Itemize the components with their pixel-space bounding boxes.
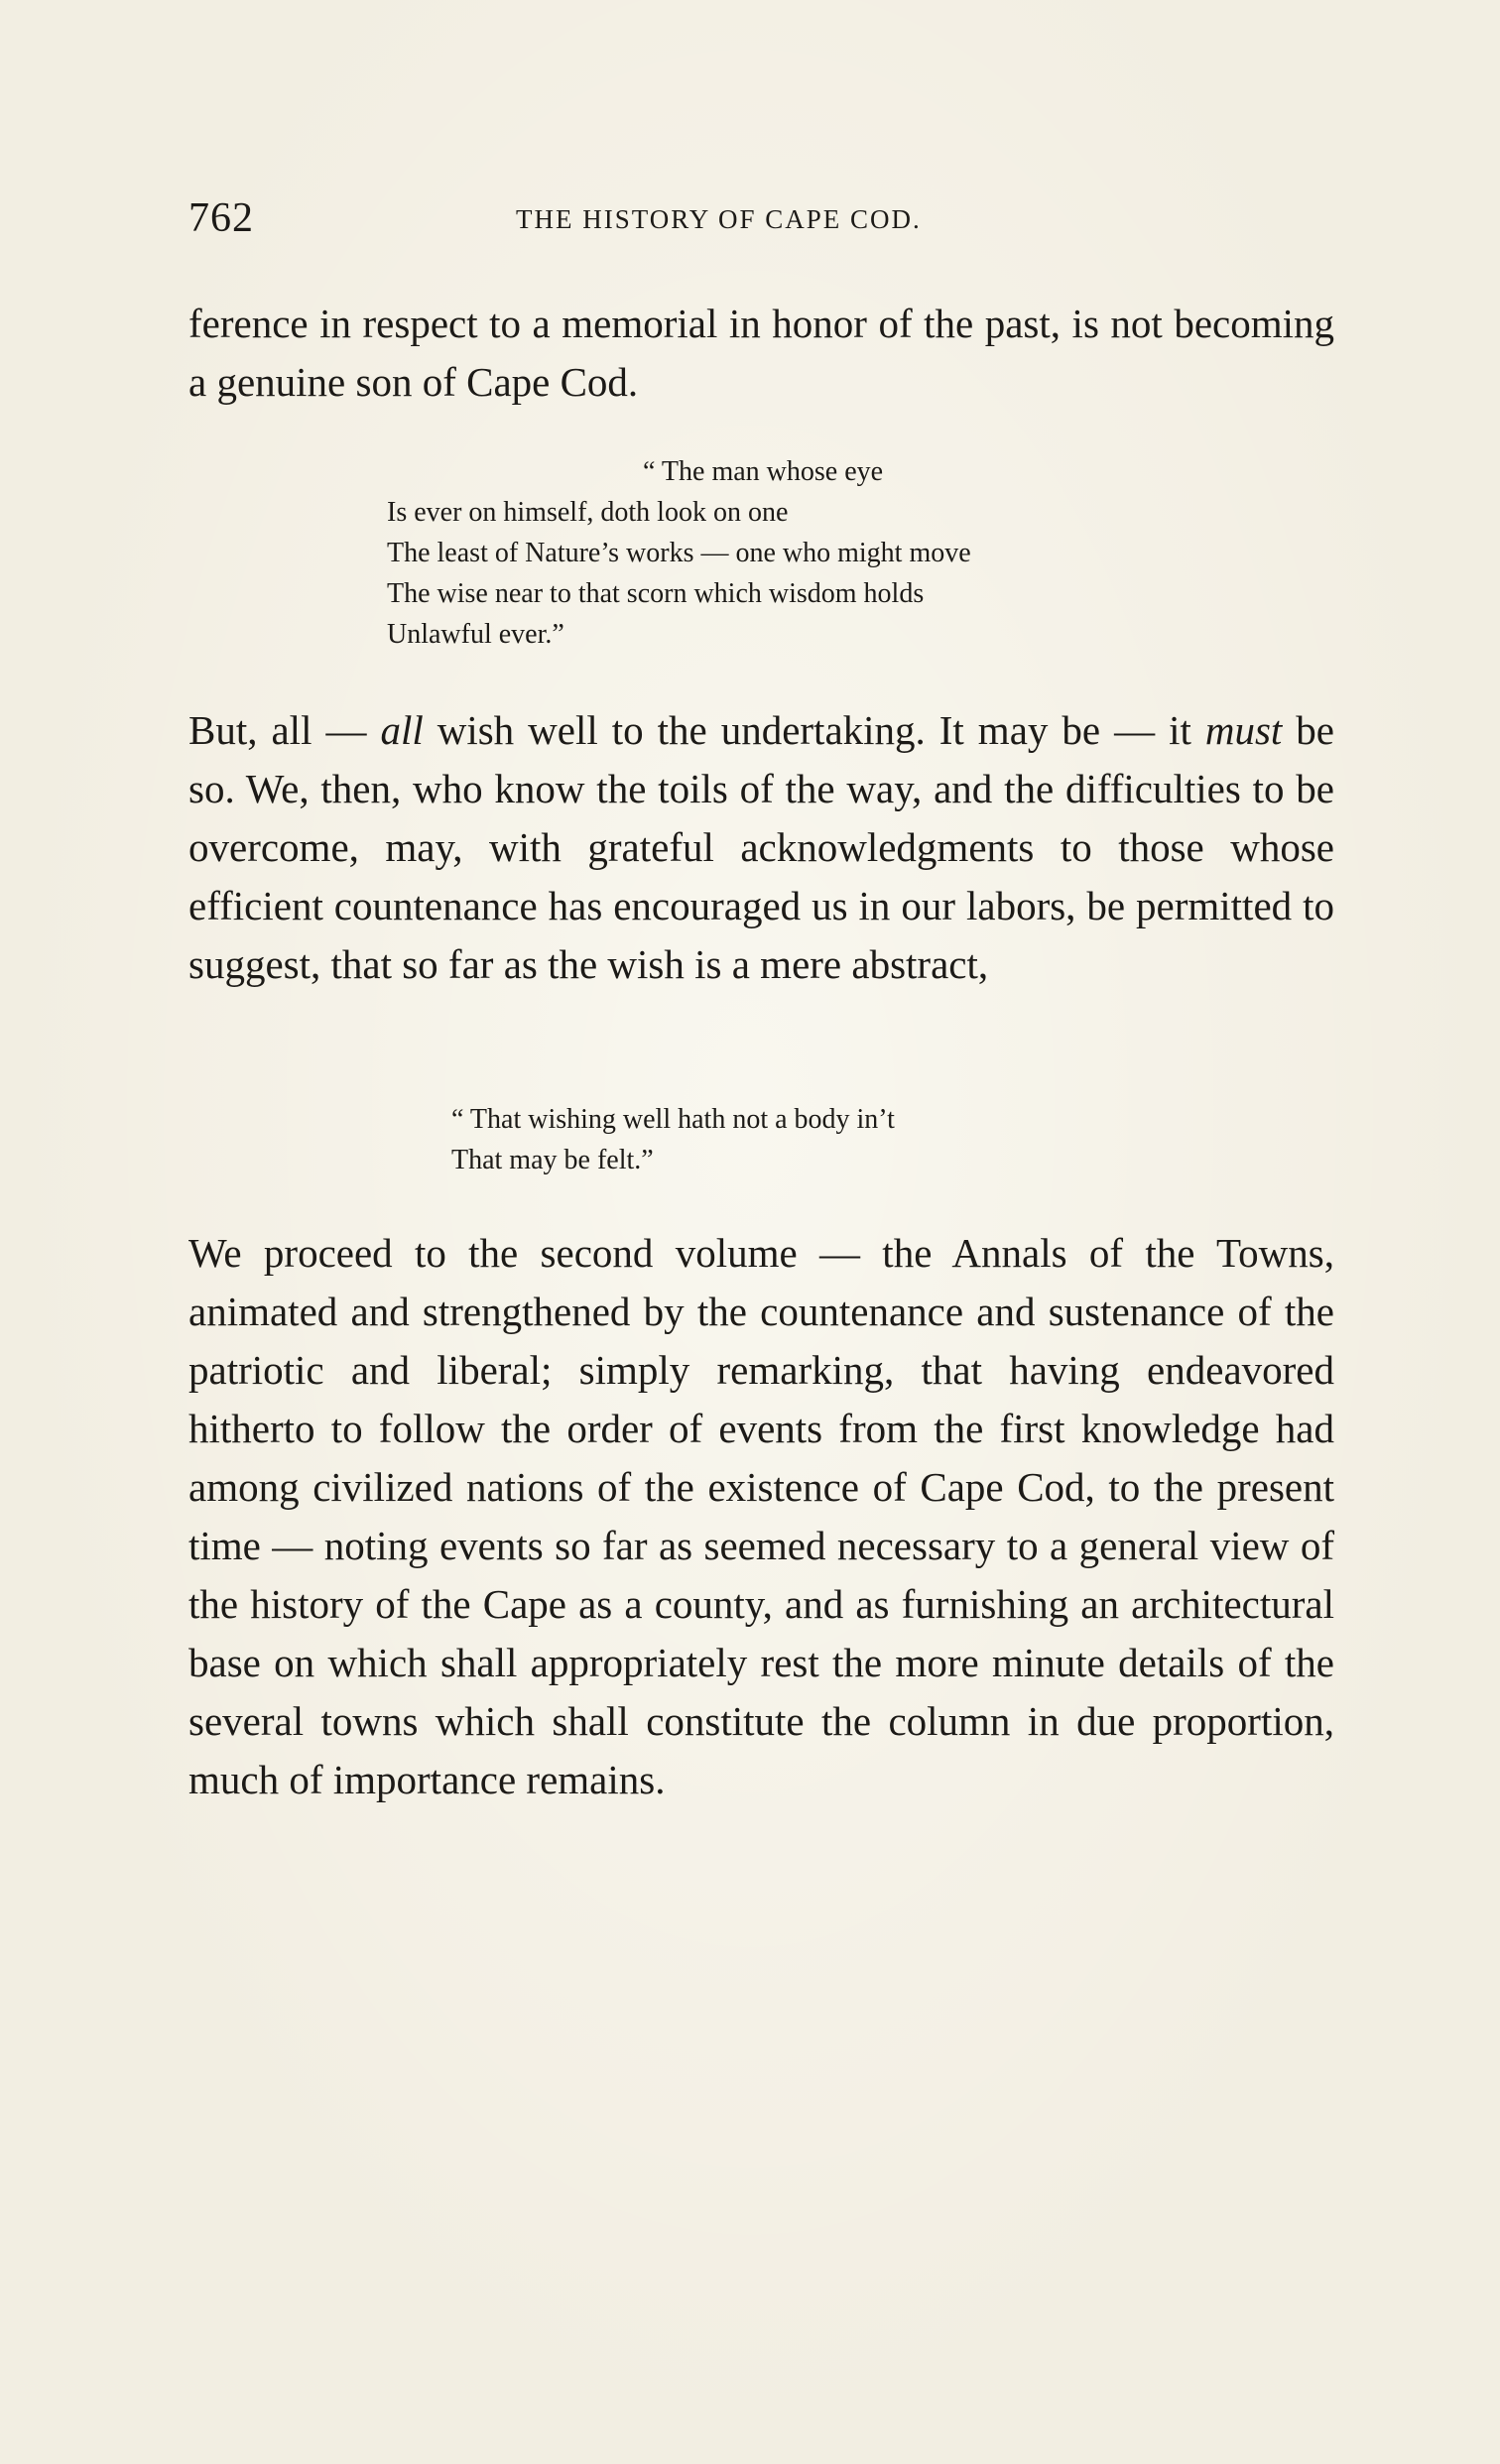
emphasis-must: must: [1204, 707, 1283, 753]
paragraph-2: [188, 701, 1334, 994]
paragraph-3: We proceed to the second volume — the Annals of the Towns, animated and strengthened by the countenance and sustenance of the patriotic and liberal; simply remarking, that having endeavored hitherto to follow the order of events from the first knowledge had among civilized nations of the existence of Cape Cod, to the present time — noting events so far as seemed necessary to a general view of the history of the Cape as a county, and as furnishing an architectural base on which shall appropriately rest the more minute details of the several towns which shall constitute the column in due proportion, much of importance remains.: [188, 1230, 1334, 1802]
verse-line: Is ever on himself, doth look on one: [387, 497, 789, 528]
paragraph-2-end: be so. We, then, who know the toils of the way, and the difficulties to be overcome, may, with grateful acknowledgments to those whose efficient countenance has encouraged us in our labors, be permitted to suggest, that so far as the wish is a mere abstract,: [188, 707, 1334, 987]
page-header: [188, 194, 1331, 254]
verse-quotation-2: [451, 1099, 895, 1180]
verse-line: The wise near to that scorn which wisdom holds: [387, 578, 925, 609]
emphasis-all: all: [380, 707, 424, 753]
paragraph-2-start: But, all —: [188, 707, 381, 753]
page-number: 762: [188, 195, 254, 241]
paragraph-1: ference in respect to a memorial in honor of the past, is not becoming a genuine son of Cape Cod.: [188, 301, 1334, 405]
paragraph-2-middle: wish well to the undertaking. It may be — it: [423, 707, 1205, 753]
verse-line: That may be felt.”: [451, 1145, 654, 1175]
verse-line: Unlawful ever.”: [387, 619, 564, 650]
verse-quotation-1: [387, 451, 971, 655]
verse-line: The least of Nature’s works — one who might move: [387, 538, 971, 568]
verse-line: “ That wishing well hath not a body in’t: [451, 1104, 895, 1135]
running-title: THE HISTORY OF CAPE COD.: [516, 204, 922, 234]
verse-line: “ The man whose eye: [643, 456, 884, 487]
